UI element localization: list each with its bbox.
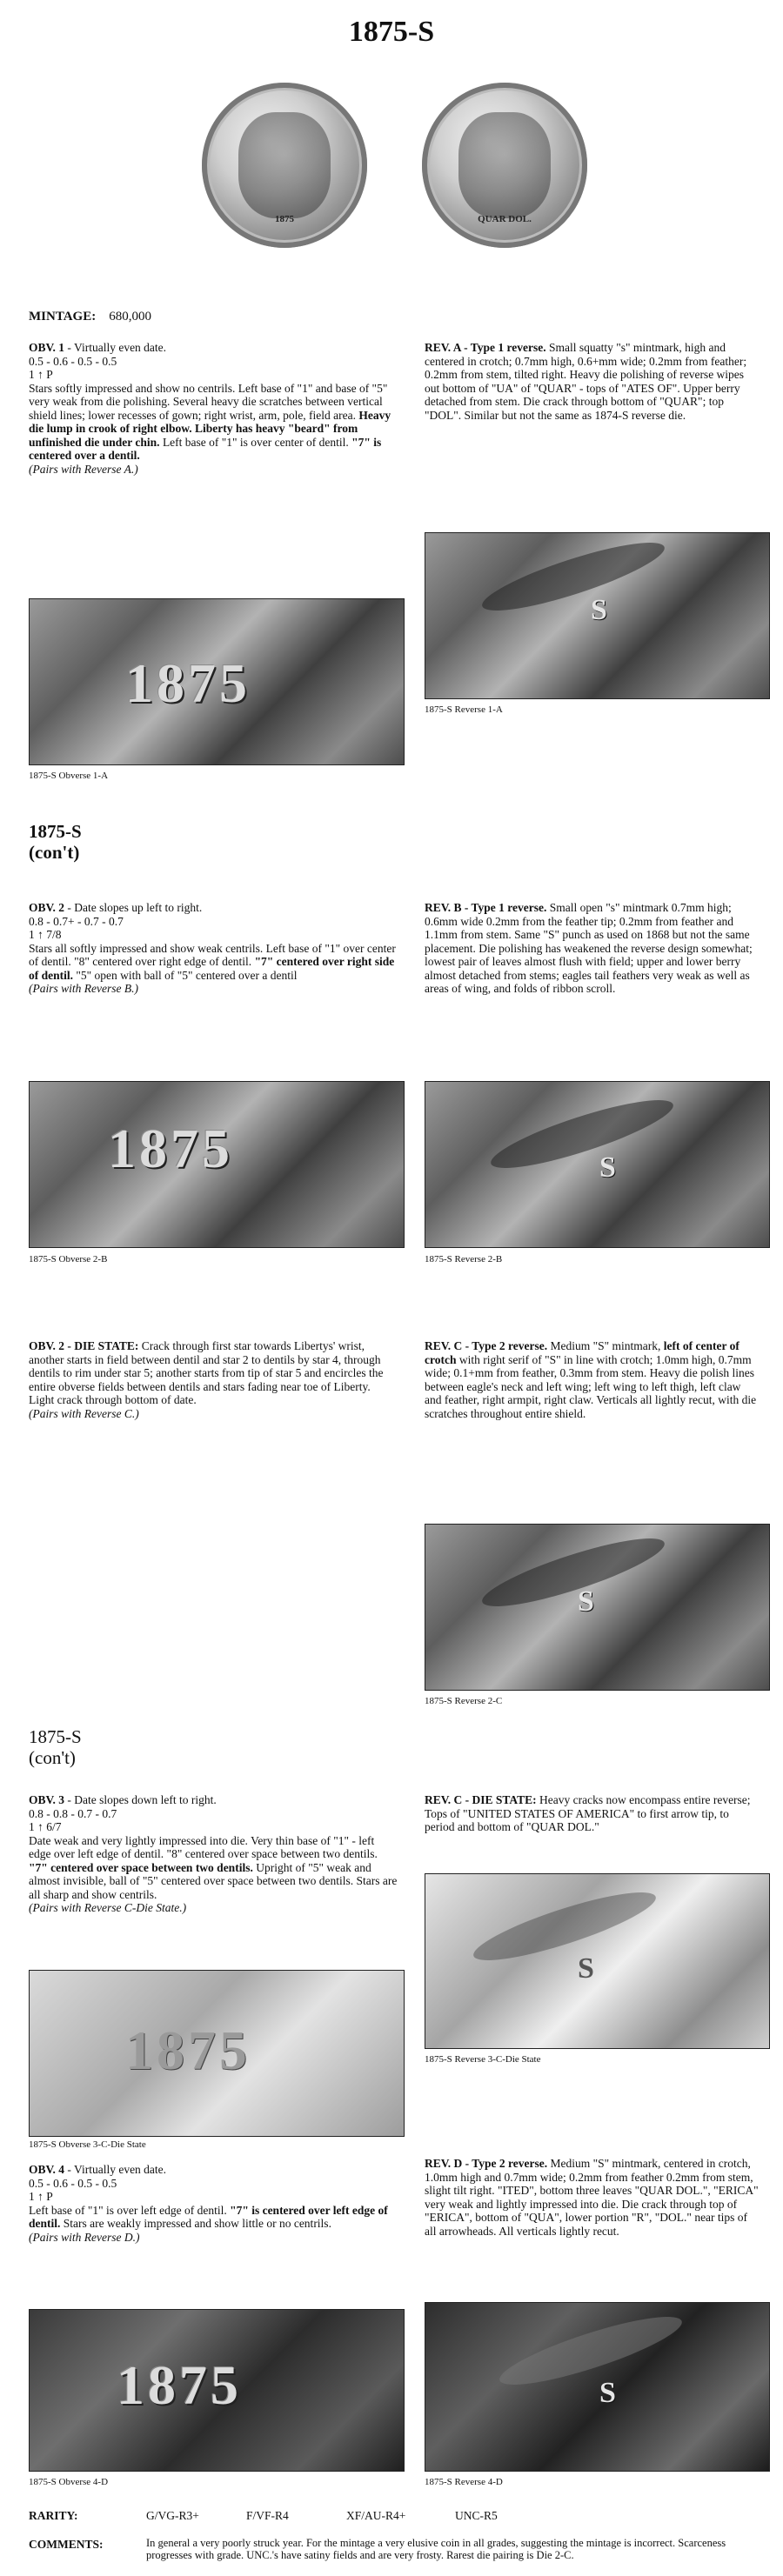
reverse-coin-legend: QUAR DOL. — [478, 214, 532, 225]
obverse-3-heading: OBV. 3 — [29, 1793, 65, 1806]
rarity-grade-2: F/VF-R4 — [246, 2509, 289, 2522]
obverse-4-summary: - Virtually even date. — [64, 2163, 167, 2176]
obverse-2-body: Stars all softly impressed and show weak centrils. Left base of "1" over center of dentil. "8" centered over right edge of dentil. — [29, 941, 396, 968]
rarity-label: RARITY: — [29, 2509, 78, 2522]
obverse-1-caption: 1875-S Obverse 1-A — [29, 771, 109, 781]
section-heading-2 — [29, 1726, 82, 1768]
reverse-c-photo — [425, 1524, 770, 1691]
mintage-line — [29, 310, 151, 324]
reverse-a-caption: 1875-S Reverse 1-A — [425, 704, 503, 715]
reverse-d-caption: 1875-S Reverse 4-D — [425, 2477, 503, 2487]
obverse-2-caption: 1875-S Obverse 2-B — [29, 1254, 108, 1265]
obverse-3-body: Date weak and very lightly impressed into die. Very thin base of "1" - left edge over left edge of dentil. "8" centered over space between two dentils. — [29, 1833, 378, 1860]
obverse-1-body-bold: Heavy die lump in crook of right elbow. Liberty has heavy "beard" from unfinished die under chin. — [29, 408, 392, 449]
reverse-d-mintmark: S — [599, 2377, 616, 2409]
reverse-d-heading: REV. D - Type 2 reverse. — [425, 2157, 548, 2170]
obverse-2-die-state-pairs: (Pairs with Reverse C.) — [29, 1406, 139, 1420]
obverse-3-grades: 0.8 - 0.8 - 0.7 - 0.7 — [29, 1806, 117, 1820]
obverse-4-caption: 1875-S Obverse 4-D — [29, 2477, 109, 2487]
section-heading-cont: (con't) — [29, 842, 80, 863]
obverse-1-grades: 0.5 - 0.6 - 0.5 - 0.5 — [29, 354, 117, 368]
obverse-2-heading: OBV. 2 — [29, 901, 65, 914]
reverse-c-die-state-description — [425, 1793, 760, 1834]
reverse-c-body-post: with right serif of "S" in line with crotch; 1.0mm high, 0.7mm wide; 0.1+mm from feather, 0.3mm from stem. Heavy die polish lines between eagle's neck and left wing; left wing to left thigh, left claw and feather, right armpit, right claw. Verticals all lightly recut, with die scratches throughout entire shield. — [425, 1352, 757, 1420]
rarity-grade-4: UNC-R5 — [455, 2509, 498, 2522]
obverse-3-body-bold: "7" centered over space between two dentils. — [29, 1860, 253, 1874]
obverse-3-photo-date: 1875 — [125, 2019, 251, 2081]
obverse-1-body-bold-2: "7" is centered over a dentil. — [29, 435, 382, 462]
reverse-c-heading: REV. C - Type 2 reverse. — [425, 1339, 548, 1352]
obverse-3-photo — [29, 1970, 405, 2137]
reverse-d-body: Medium "S" mintmark, centered in crotch, 1.0mm high and 0.7mm wide; 0.2mm from feather 0.2mm from stem, slight tilt right. "ITED", bottom three leaves "QUAR DOL.", "ERICA" very weak and lightly impressed into die. Die crack through top of "ERICA", bottom of "QUA", lower portion "R", "DOL." near tips of all arrowheads. All verticals lightly recut. — [425, 2157, 759, 2238]
obverse-3-position: 1 ↑ 6/7 — [29, 1820, 62, 1833]
obverse-1-photo-date: 1875 — [125, 652, 251, 714]
obverse-1-body-post: Left base of "1" is over center of dentil. — [159, 435, 352, 449]
obverse-1-summary: - Virtually even date. — [64, 341, 167, 354]
obverse-2-grades: 0.8 - 0.7+ - 0.7 - 0.7 — [29, 914, 124, 928]
obverse-4-position: 1 ↑ P — [29, 2190, 53, 2203]
reverse-b-mintmark: S — [599, 1151, 616, 1184]
reverse-c-die-state-mintmark: S — [578, 1952, 594, 1985]
reverse-b-photo — [425, 1081, 770, 1248]
reverse-c-body-bold: left of center of crotch — [425, 1339, 740, 1366]
reverse-b-body: Small open "s" mintmark 0.7mm high; 0.6mm wide 0.2mm from the feather tip; 0.2mm from feather and 1.1mm from stem. Same "S" punch as used on 1868 but not the same placement. Die polishing has weakened the reverse design somewhat; lowest pair of leaves almost flush with field; upper and lower berry almost detached from stems; eagles tail feathers very weak as well as areas of wing, and folds of ribbon scroll. — [425, 901, 753, 995]
reverse-c-die-state-heading: REV. C - DIE STATE: — [425, 1793, 537, 1806]
obverse-3-summary: - Date slopes down left to right. — [64, 1793, 217, 1806]
obverse-2-pairs: (Pairs with Reverse B.) — [29, 982, 138, 995]
obverse-2-description — [29, 901, 398, 996]
obverse-3-description — [29, 1793, 398, 1915]
obverse-4-description — [29, 2163, 398, 2244]
section-heading-title: 1875-S — [29, 821, 82, 842]
obverse-4-pairs: (Pairs with Reverse D.) — [29, 2230, 140, 2244]
reverse-a-mintmark: S — [591, 594, 607, 626]
obverse-1-position: 1 ↑ P — [29, 368, 53, 381]
reverse-a-body: Small squatty "s" mintmark, high and centered in crotch; 0.7mm high, 0.6+mm wide; 0.2mm from feather; 0.2mm from stem, tilted right. Heavy die polishing of reverse wipes out bottom of "UA" of "QUAR" - tops of "ATES OF". Upper berry detached from stem. Die crack through bottom of "QUAR"; top "DOL". Similar but not the same as 1874-S reverse die. — [425, 341, 747, 422]
obverse-4-body-post: Stars are weakly impressed and show little or no centrils. — [60, 2217, 331, 2230]
obverse-4-heading: OBV. 4 — [29, 2163, 65, 2176]
obverse-2-body-bold: "7" centered over right side of dentil. — [29, 955, 395, 982]
obverse-3-pairs: (Pairs with Reverse C-Die State.) — [29, 1901, 187, 1914]
obverse-2-position: 1 ↑ 7/8 — [29, 928, 62, 941]
obverse-4-grades: 0.5 - 0.6 - 0.5 - 0.5 — [29, 2176, 117, 2190]
section-heading-2-cont: (con't) — [29, 1747, 76, 1768]
obverse-2-photo — [29, 1081, 405, 1248]
obverse-coin-image — [202, 83, 367, 248]
reverse-c-body: Medium "S" mintmark, — [547, 1339, 664, 1352]
obverse-1-photo — [29, 598, 405, 765]
obverse-2-die-state-heading: OBV. 2 - DIE STATE: — [29, 1339, 139, 1352]
section-heading — [29, 821, 82, 863]
reverse-b-description — [425, 901, 760, 996]
obverse-2-die-state-description — [29, 1339, 398, 1420]
obverse-2-body-post: "5" open with ball of "5" centered over a dentil — [73, 968, 298, 982]
obverse-4-body-bold: "7" is centered over left edge of dentil. — [29, 2203, 388, 2230]
obverse-2-summary: - Date slopes up left to right. — [64, 901, 203, 914]
reverse-b-caption: 1875-S Reverse 2-B — [425, 1254, 503, 1265]
reverse-c-caption: 1875-S Reverse 2-C — [425, 1696, 503, 1706]
obverse-1-pairs: (Pairs with Reverse A.) — [29, 462, 138, 476]
rarity-grade-3: XF/AU-R4+ — [346, 2509, 406, 2522]
reverse-c-die-state-photo — [425, 1873, 770, 2049]
page-title: 1875-S — [348, 16, 435, 48]
obverse-4-body: Left base of "1" is over left edge of dentil. — [29, 2203, 231, 2217]
reverse-coin-image — [422, 83, 587, 248]
obverse-2-photo-date: 1875 — [108, 1118, 233, 1179]
obverse-3-body-post: Upright of "5" weak and almost invisible, ball of "5" centered over space between two dentils. Stars are all sharp and show centrils. — [29, 1860, 398, 1901]
obverse-1-body: Stars softly impressed and show no centrils. Left base of "1" and base of "5" very weak from die polishing. Several heavy die scratches between vertical shield lines; lower recesses of gown; right wrist, arm, pole, field area. — [29, 381, 388, 422]
reverse-c-die-state-body: Heavy cracks now encompass entire reverse; Tops of "UNITED STATES OF AMERICA" to first arrow tip, to period and bottom of "QUAR DOL." — [425, 1793, 751, 1833]
reverse-c-description — [425, 1339, 760, 1420]
reverse-d-photo — [425, 2302, 770, 2472]
comments-label: COMMENTS: — [29, 2538, 104, 2551]
mintage-value: 680,000 — [109, 310, 151, 324]
reverse-a-photo — [425, 532, 770, 699]
obverse-coin-date: 1875 — [275, 214, 294, 225]
reverse-b-heading: REV. B - Type 1 reverse. — [425, 901, 547, 914]
mintage-label: MINTAGE: — [29, 310, 97, 324]
obverse-1-heading: OBV. 1 — [29, 341, 65, 354]
reverse-a-description — [425, 341, 760, 422]
obverse-3-caption: 1875-S Obverse 3-C-Die State — [29, 2139, 146, 2150]
section-heading-2-title: 1875-S — [29, 1726, 82, 1747]
obverse-4-photo — [29, 2309, 405, 2472]
reverse-a-heading: REV. A - Type 1 reverse. — [425, 341, 546, 354]
obverse-2-die-state-body: Crack through first star towards Libertys' wrist, another starts in field between dentil and star 2 to dentils by star 4, through dentils to rim under star 5; another starts from tip of star 5 and encircles the entire obverse fields between dentils and stars fading near toe of Liberty. Light crack through bottom of date. — [29, 1339, 384, 1406]
reverse-c-mintmark: S — [578, 1585, 594, 1618]
rarity-grade-1: G/VG-R3+ — [146, 2509, 199, 2522]
reverse-c-die-state-caption: 1875-S Reverse 3-C-Die State — [425, 2054, 541, 2065]
comments-text: In general a very poorly struck year. For the mintage a very elusive coin in all grades, suggesting the mintage is incorrect. Scarceness progresses with grade. UNC.'s have satiny fields and are very frosty. Rarest die pairing is Die 2-C. — [146, 2537, 726, 2561]
rarity-row — [29, 2509, 760, 2523]
obverse-1-description — [29, 341, 398, 476]
reverse-d-description — [425, 2157, 760, 2238]
obverse-4-photo-date: 1875 — [117, 2354, 242, 2416]
